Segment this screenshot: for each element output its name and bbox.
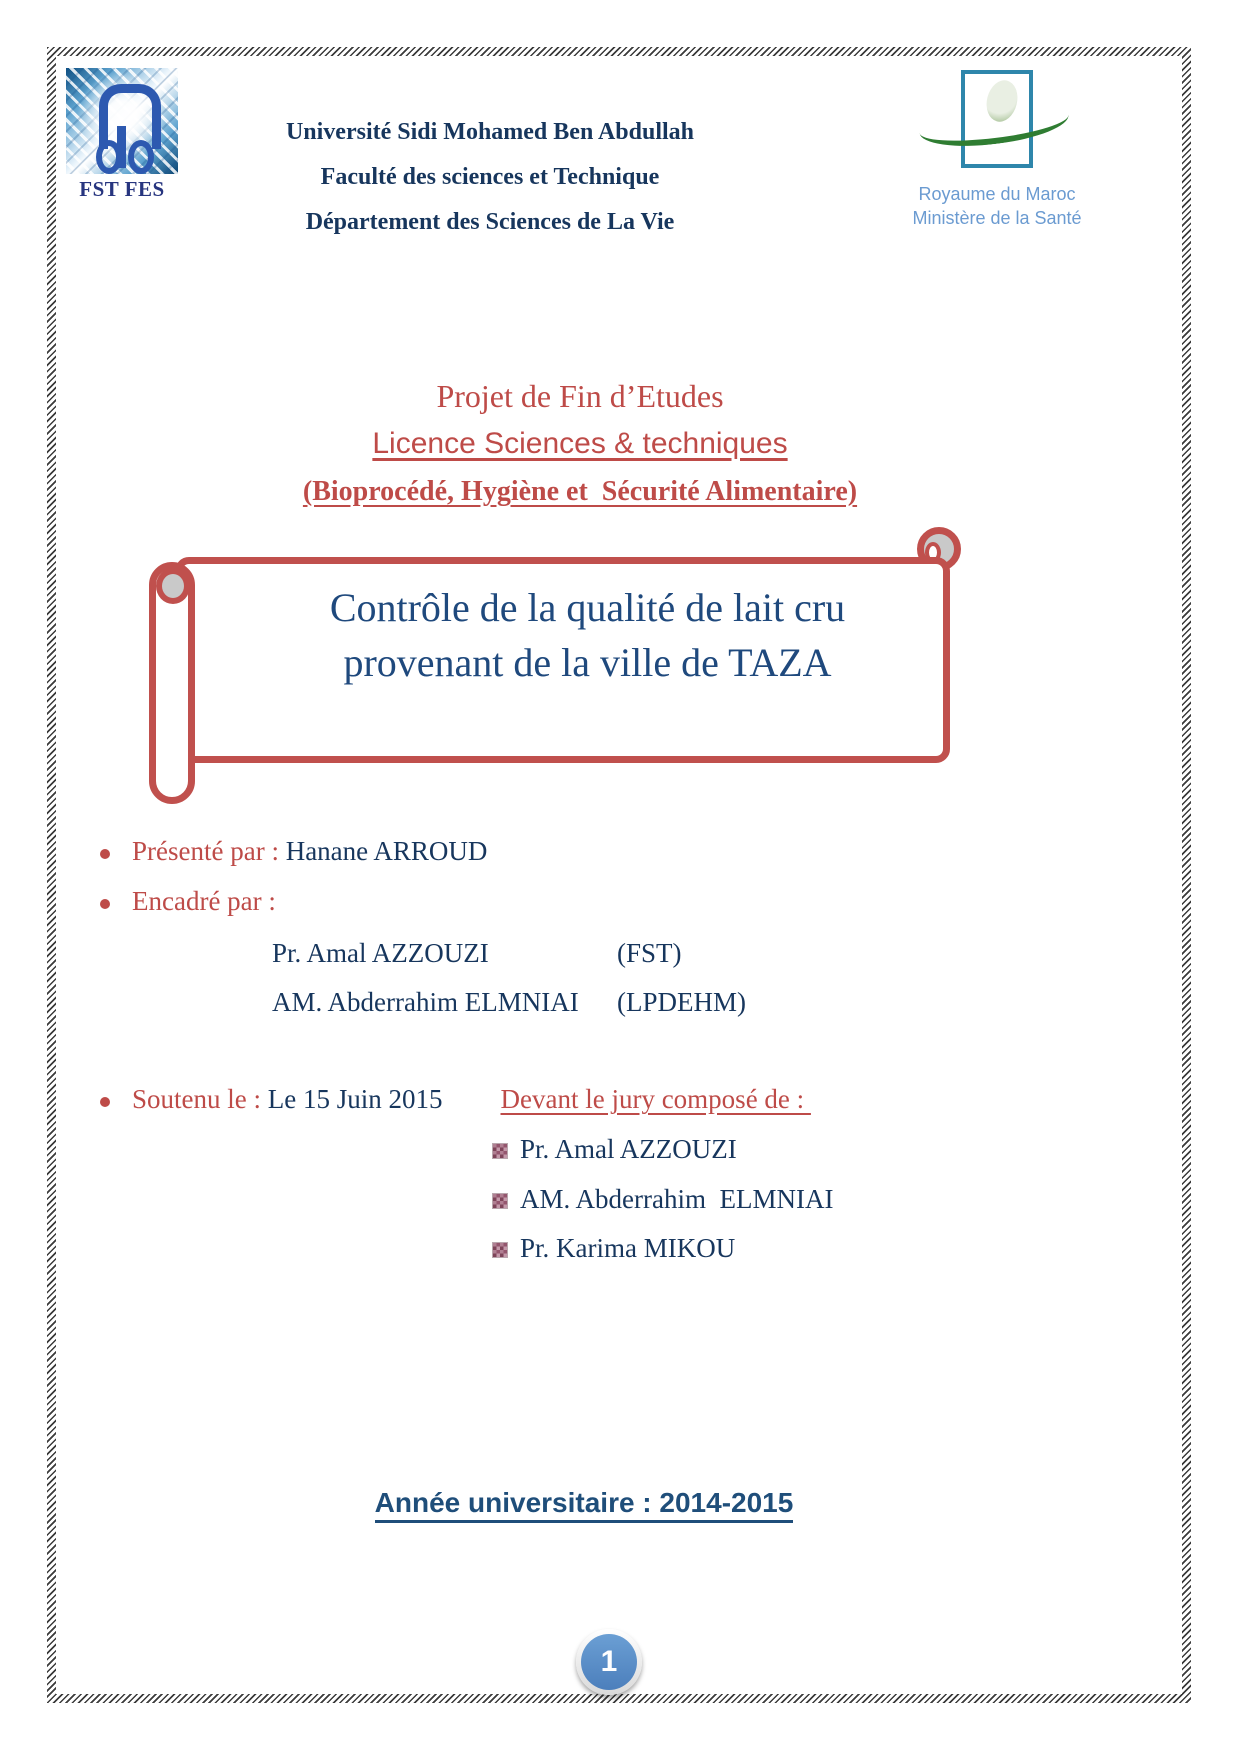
degree-name: Licence Sciences & techniques <box>372 427 788 460</box>
fst-logo-caption: FST FES <box>79 177 165 201</box>
page-number-badge <box>576 1629 642 1695</box>
page-number: 1 <box>581 1634 637 1690</box>
department-name: Département des Sciences de La Vie <box>305 209 675 235</box>
fst-arch-icon <box>99 84 161 149</box>
supervisor-name: Pr. Amal AZZOUZI <box>272 938 489 968</box>
defended-label: Soutenu le : <box>132 1084 261 1114</box>
supervisor-affiliation: (FST) <box>617 938 682 968</box>
fst-logo-image <box>66 68 178 174</box>
defended-date: Le 15 Juin 2015 <box>261 1084 443 1114</box>
supervised-row <box>100 886 276 917</box>
jury-heading: Devant le jury composé de : <box>500 1084 811 1114</box>
jury-member-name: AM. Abderrahim ELMNIAI <box>520 1184 834 1214</box>
ministry-logo <box>892 70 1102 230</box>
decorative-hatched-border <box>47 47 1191 1703</box>
academic-year: Année universitaire : 2014-2015 <box>0 1487 1168 1519</box>
swoosh-icon <box>917 95 1071 153</box>
fst-logo <box>66 68 178 202</box>
supervisor-row <box>272 938 682 969</box>
project-heading <box>140 372 1020 516</box>
presented-row <box>100 836 487 867</box>
bullet-icon <box>100 899 110 909</box>
bullet-icon <box>100 849 110 859</box>
university-name: Université Sidi Mohamed Ben Abdullah <box>285 119 695 145</box>
specialty-name: (Bioprocédé, Hygiène et Sécurité Alimentaire) <box>302 476 858 507</box>
bullet-icon <box>100 1097 110 1107</box>
jury-row <box>492 1233 735 1264</box>
institution-header <box>190 110 790 245</box>
jury-row <box>492 1184 833 1215</box>
presented-label: Présenté par : <box>132 836 279 866</box>
supervised-label: Encadré par : <box>132 886 276 916</box>
thesis-title-line1: Contrôle de la qualité de lait cru <box>329 585 846 630</box>
project-type: Projet de Fin d’Etudes <box>436 378 724 414</box>
jury-bullet-icon <box>492 1242 508 1258</box>
defended-row <box>100 1084 811 1115</box>
scroll-curl-icon <box>156 568 190 604</box>
jury-member-name: Pr. Karima MIKOU <box>520 1233 736 1263</box>
page-background <box>56 56 1182 1694</box>
jury-bullet-icon <box>492 1143 508 1159</box>
thesis-title-line2: provenant de la ville de TAZA <box>343 640 832 685</box>
supervisor-affiliation: (LPDEHM) <box>617 987 746 1017</box>
jury-member-name: Pr. Amal AZZOUZI <box>520 1134 737 1164</box>
supervisor-row <box>272 987 746 1018</box>
jury-bullet-icon <box>492 1193 508 1209</box>
title-scroll-banner <box>175 557 950 763</box>
ministry-logo-frame <box>961 70 1033 168</box>
thesis-title <box>182 564 943 690</box>
presented-name: Hanane ARROUD <box>278 836 488 866</box>
ministry-name-line2: Ministère de la Santé <box>912 208 1082 228</box>
ministry-name-line1: Royaume du Maroc <box>918 184 1076 204</box>
jury-row <box>492 1134 737 1165</box>
supervisor-name: AM. Abderrahim ELMNIAI <box>272 987 579 1017</box>
faculty-name: Faculté des sciences et Technique <box>320 164 660 190</box>
